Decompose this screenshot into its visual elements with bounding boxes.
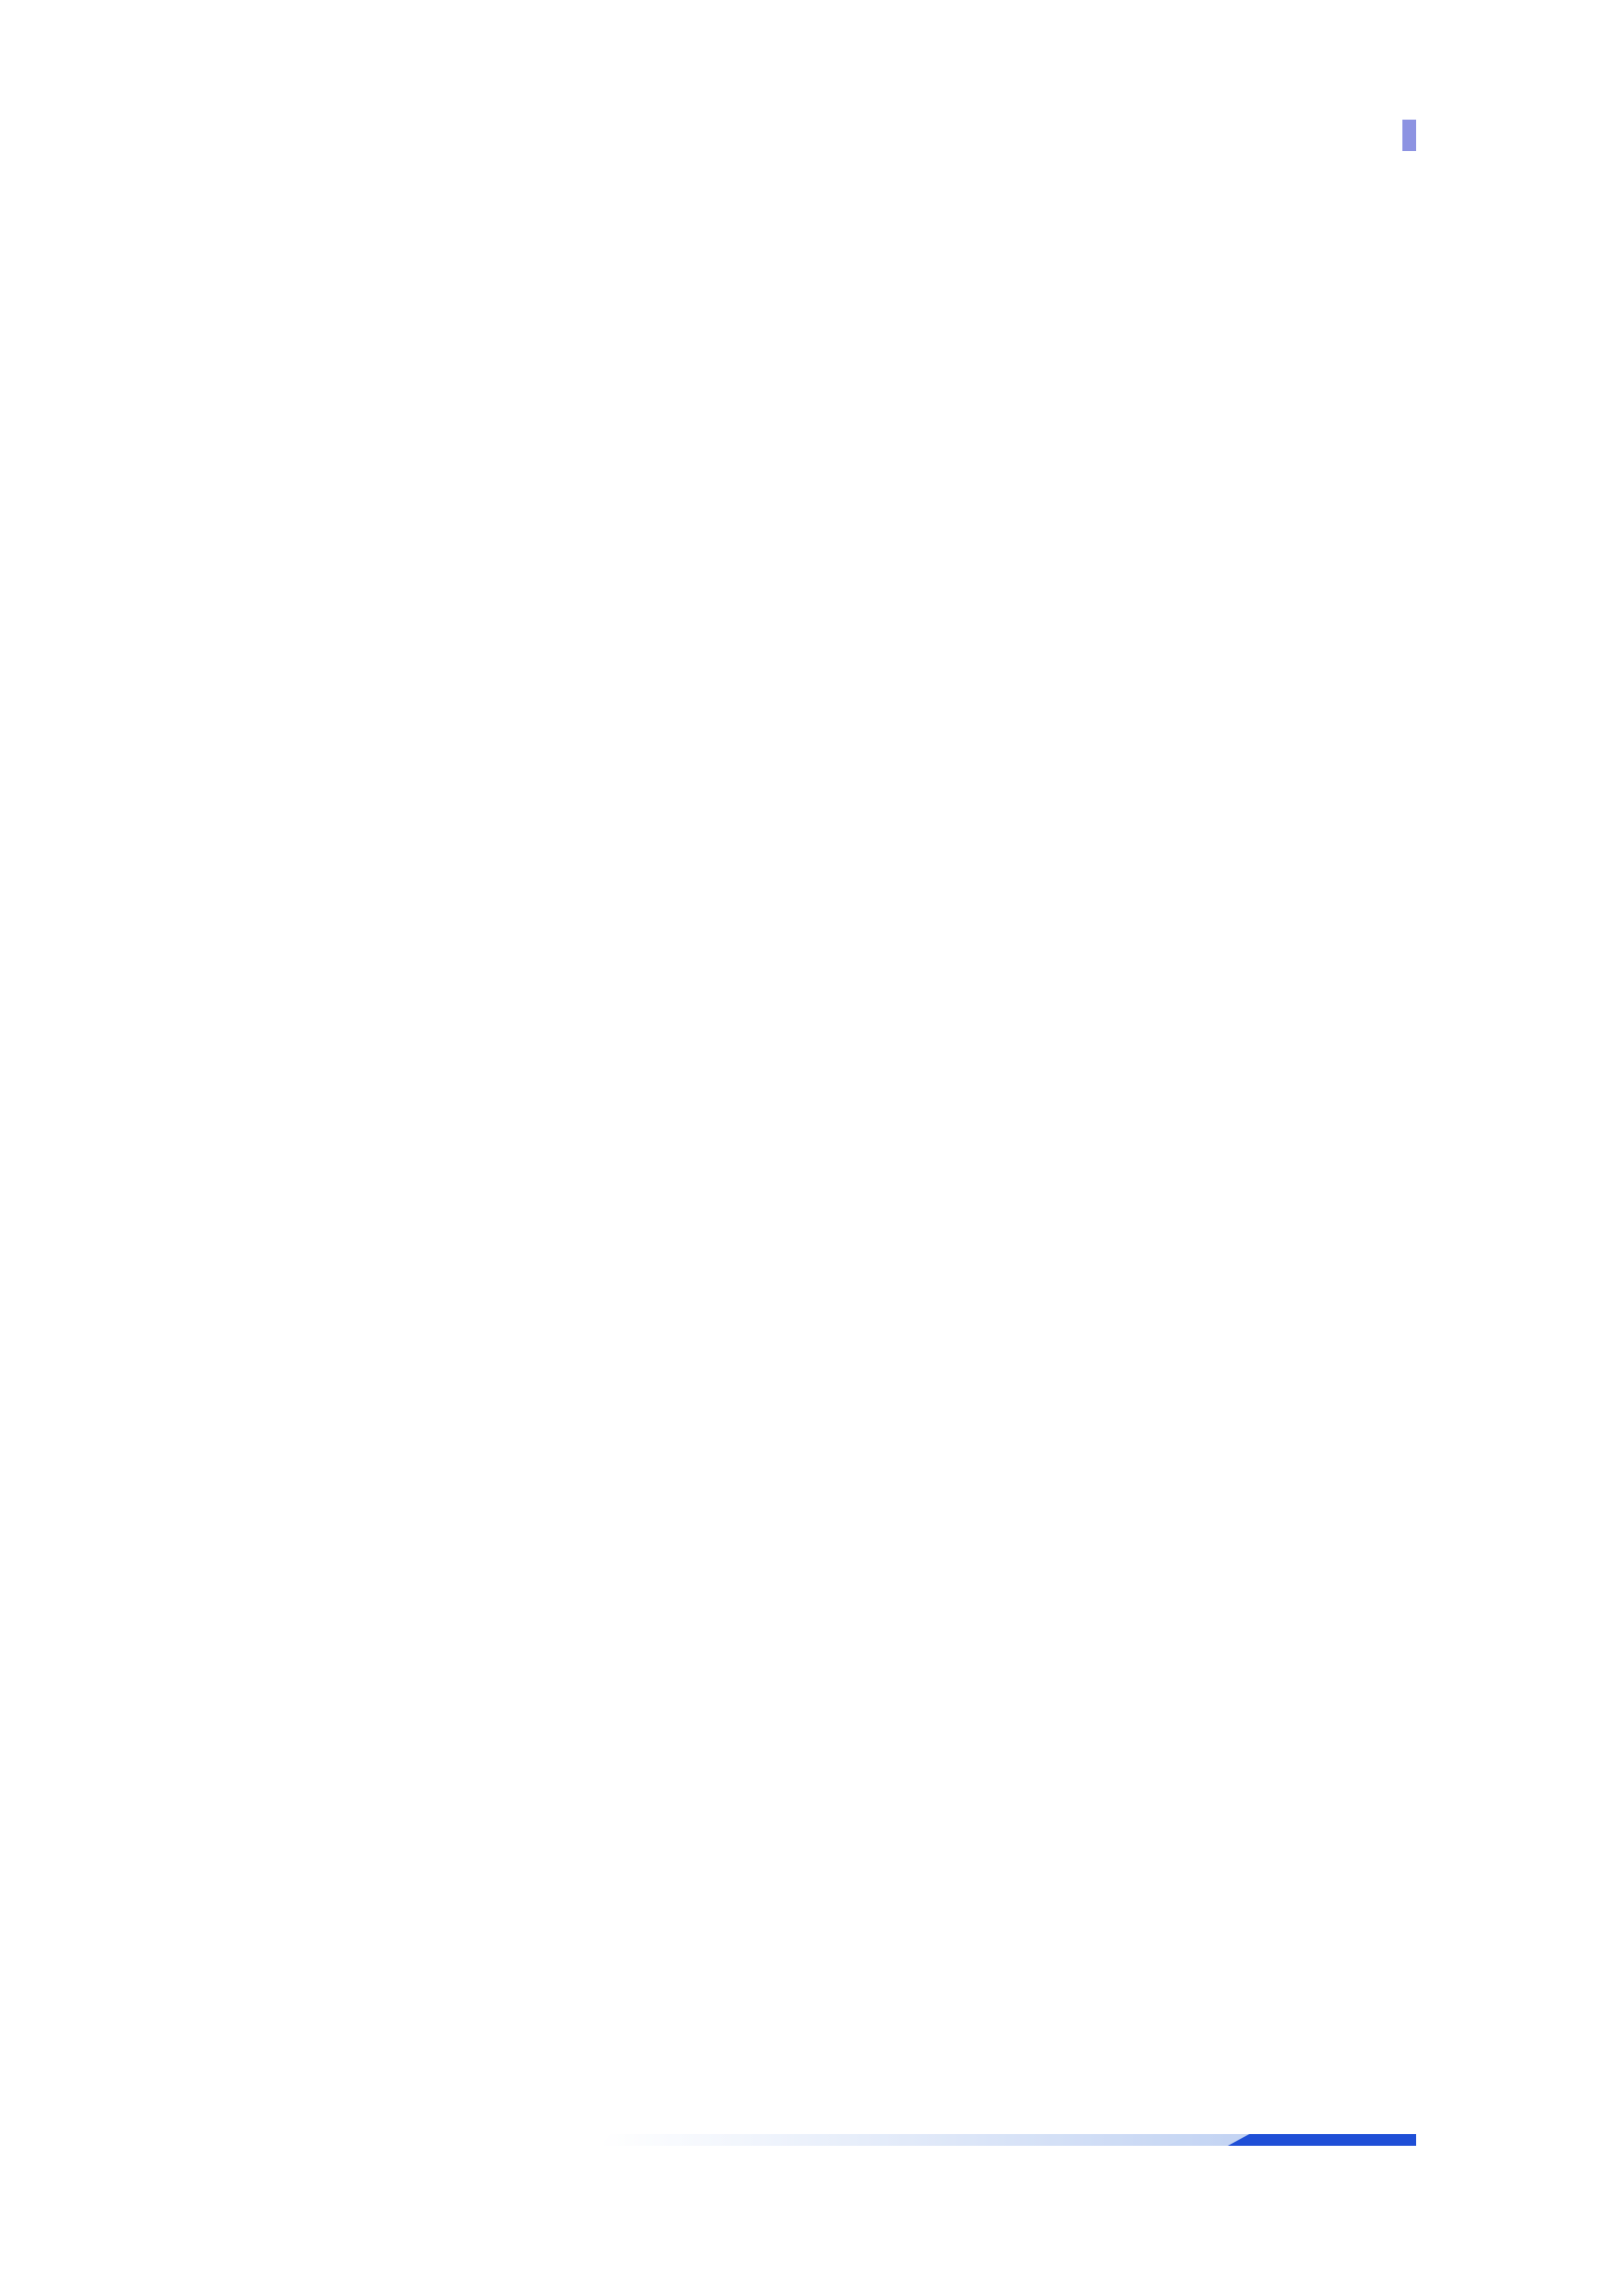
section-marker-bar — [1402, 120, 1416, 151]
footer-accent-line — [600, 2134, 1416, 2146]
